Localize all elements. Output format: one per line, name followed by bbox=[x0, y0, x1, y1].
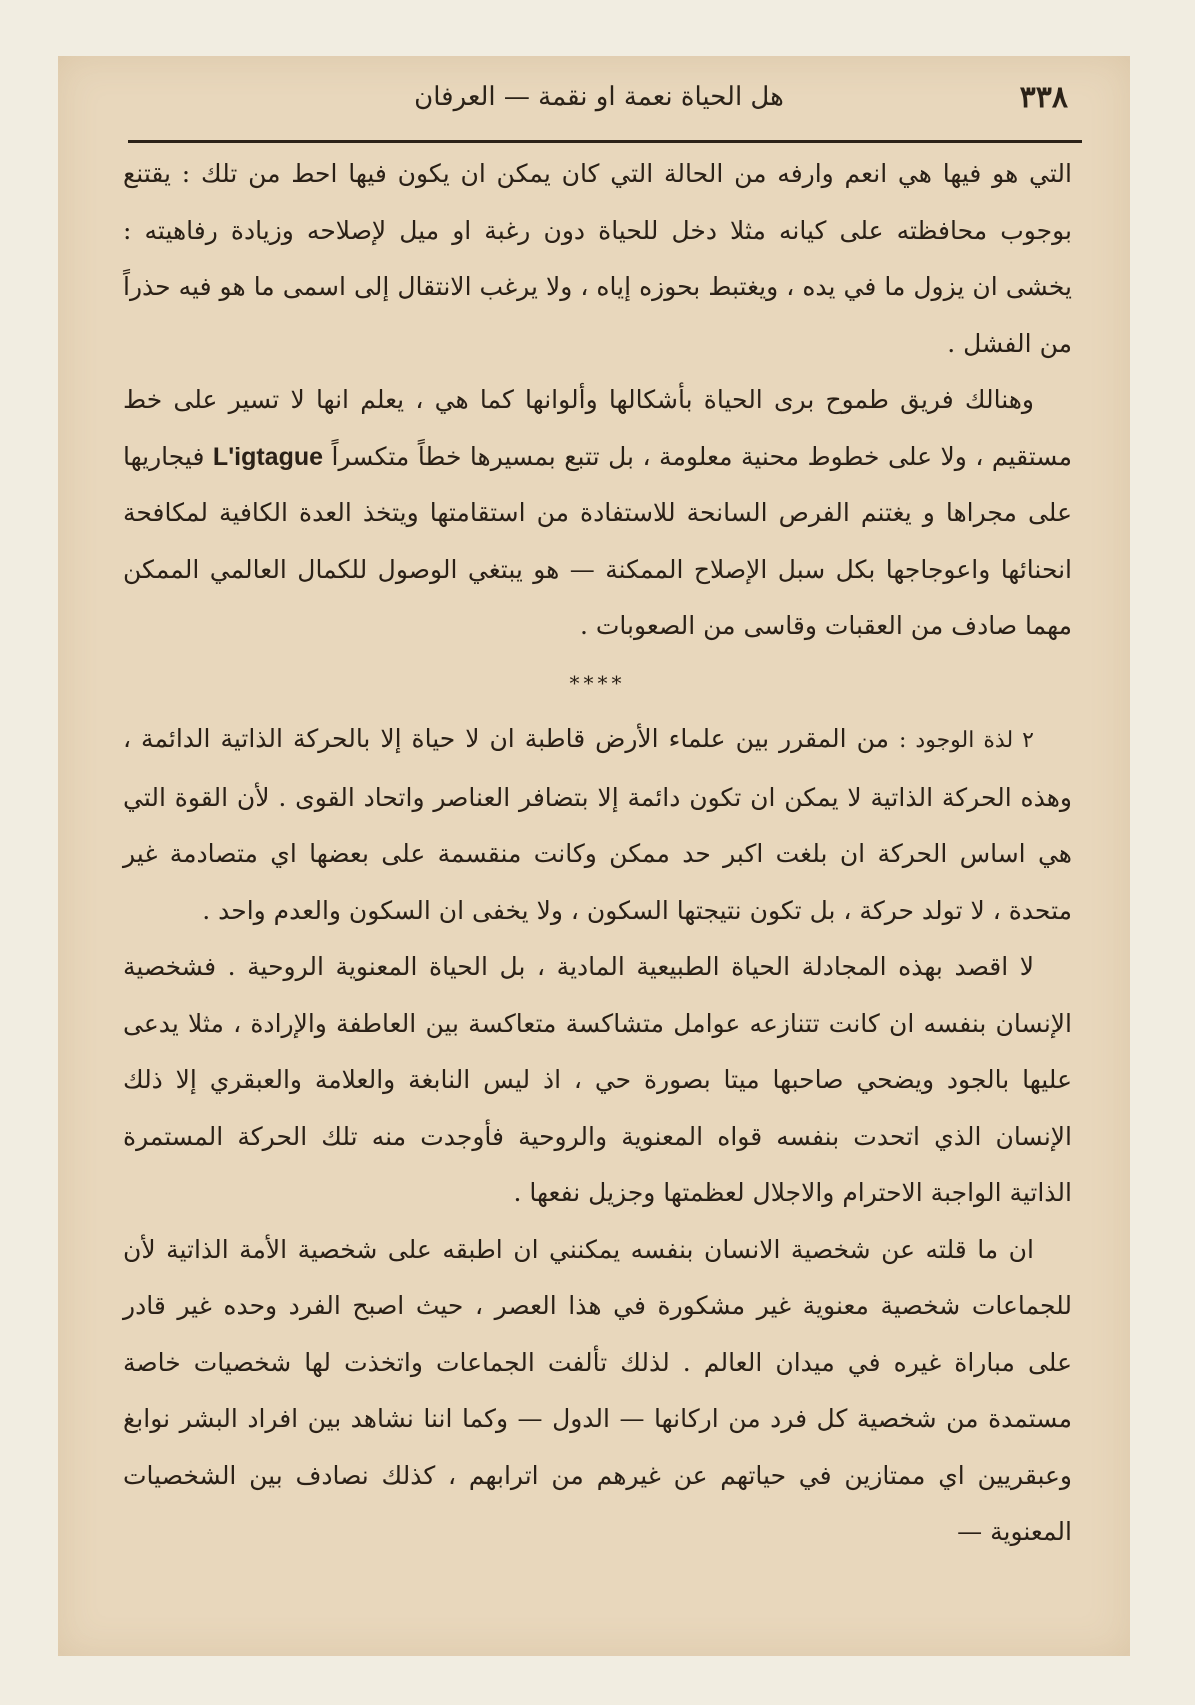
paragraph-2 bbox=[123, 372, 1072, 655]
running-title: هل الحياة نعمة او نقمة — العرفان bbox=[414, 82, 784, 112]
latin-term: L'igtague bbox=[212, 442, 324, 471]
paragraph-5: ان ما قلته عن شخصية الانسان بنفسه يمكنني ان اطبقه على شخصية الأمة الذاتية لأن للجماعات شخصية معنوية غير مشكورة في هذا العصر ، حيث اصبح الفرد وحده غير قادر على مباراة غيره في ميدان العالم . لذلك تألفت الجماعات واتخذت لها شخصيات خاصة مستمدة من شخصية كل فرد من اركانها — الدول — وكما اننا نشاهد بين افراد البشر نوابغ وعبقريين اي ممتازين في حياتهم عن غيرهم من اترابهم ، كذلك نصادف بين الشخصيات المعنوية — bbox=[123, 1234, 1072, 1546]
book-page bbox=[58, 56, 1130, 1656]
section-heading: ٢ لذة الوجود : bbox=[898, 728, 1034, 753]
paragraph-2-part-1: وهنالك فريق طموح برى الحياة بأشكالها وألوانها كما هي ، يعلم انها لا تسير على خط مستقيم ، ولا على خطوط محنية معلومة ، بل تتبع بمسيرها خطاً متكسراً bbox=[123, 385, 1072, 471]
section-separator: **** bbox=[569, 670, 626, 695]
paragraph-4: لا اقصد بهذه المجادلة الحياة الطبيعية المادية ، بل الحياة المعنوية الروحية . فشخصية الإنسان بنفسه ان كانت تتنازعه عوامل متشاكسة متعاكسة بين العاطفة والإرادة ، مثلا يدعى عليها بالجود ويضحي صاحبها ميتا بصورة حي ، اذ ليس النابغة والعلامة والعبقري إلا ذلك الإنسان الذي اتحدت بنفسه قواه المعنوية والروحية فأوجدت منه تلك الحركة المستمرة الذاتية الواجبة الاحترام والاجلال لعظمتها وجزيل نفعها . bbox=[123, 952, 1072, 1207]
header-rule bbox=[128, 140, 1082, 143]
paragraph-2-part-2: فيجاريها على مجراها و يغتنم الفرص السانحة للاستفادة من استقامتها ويتخذ العدة الكافية لمكافحة انحنائها واعوجاجها بكل سبل الإصلاح الممكنة — هو يبتغي الوصول للكمال العالمي الممكن مهما صادف من العقبات وقاسى من الصعوبات . bbox=[123, 441, 1072, 640]
page-header bbox=[108, 74, 1090, 134]
paragraph-3-text: من المقرر بين علماء الأرض قاطبة ان لا حياة إلا بالحركة الذاتية الدائمة ، وهذه الحركة الذاتية لا يمكن ان تكون دائمة إلا بتضافر العناصر واتحاد القوى . لأن القوة التي هي اساس الحركة ان بلغت اكبر حد ممكن وكانت منقسمة على بعضها اي متصادمة غير متحدة ، لا تولد حركة ، بل تكون نتيجتها السكون ، ولا يخفى ان السكون والعدم واحد . bbox=[123, 724, 1072, 925]
paragraph-1: التي هو فيها هي انعم وارفه من الحالة التي كان يمكن ان يكون فيها احط من تلك : يقتنع بوجوب محافظته على كيانه مثلا دخل للحياة دون رغبة او ميل لإصلاحه وزيادة رفاهيته : يخشى ان يزول ما في يده ، ويغتبط بحوزه إياه ، ولا يرغب الانتقال إلى اسمى ما هو فيه حذراً من الفشل . bbox=[123, 159, 1072, 358]
page-body bbox=[123, 146, 1072, 1561]
page-number: ٣٣٨ bbox=[1019, 80, 1068, 115]
paragraph-3 bbox=[123, 711, 1072, 939]
